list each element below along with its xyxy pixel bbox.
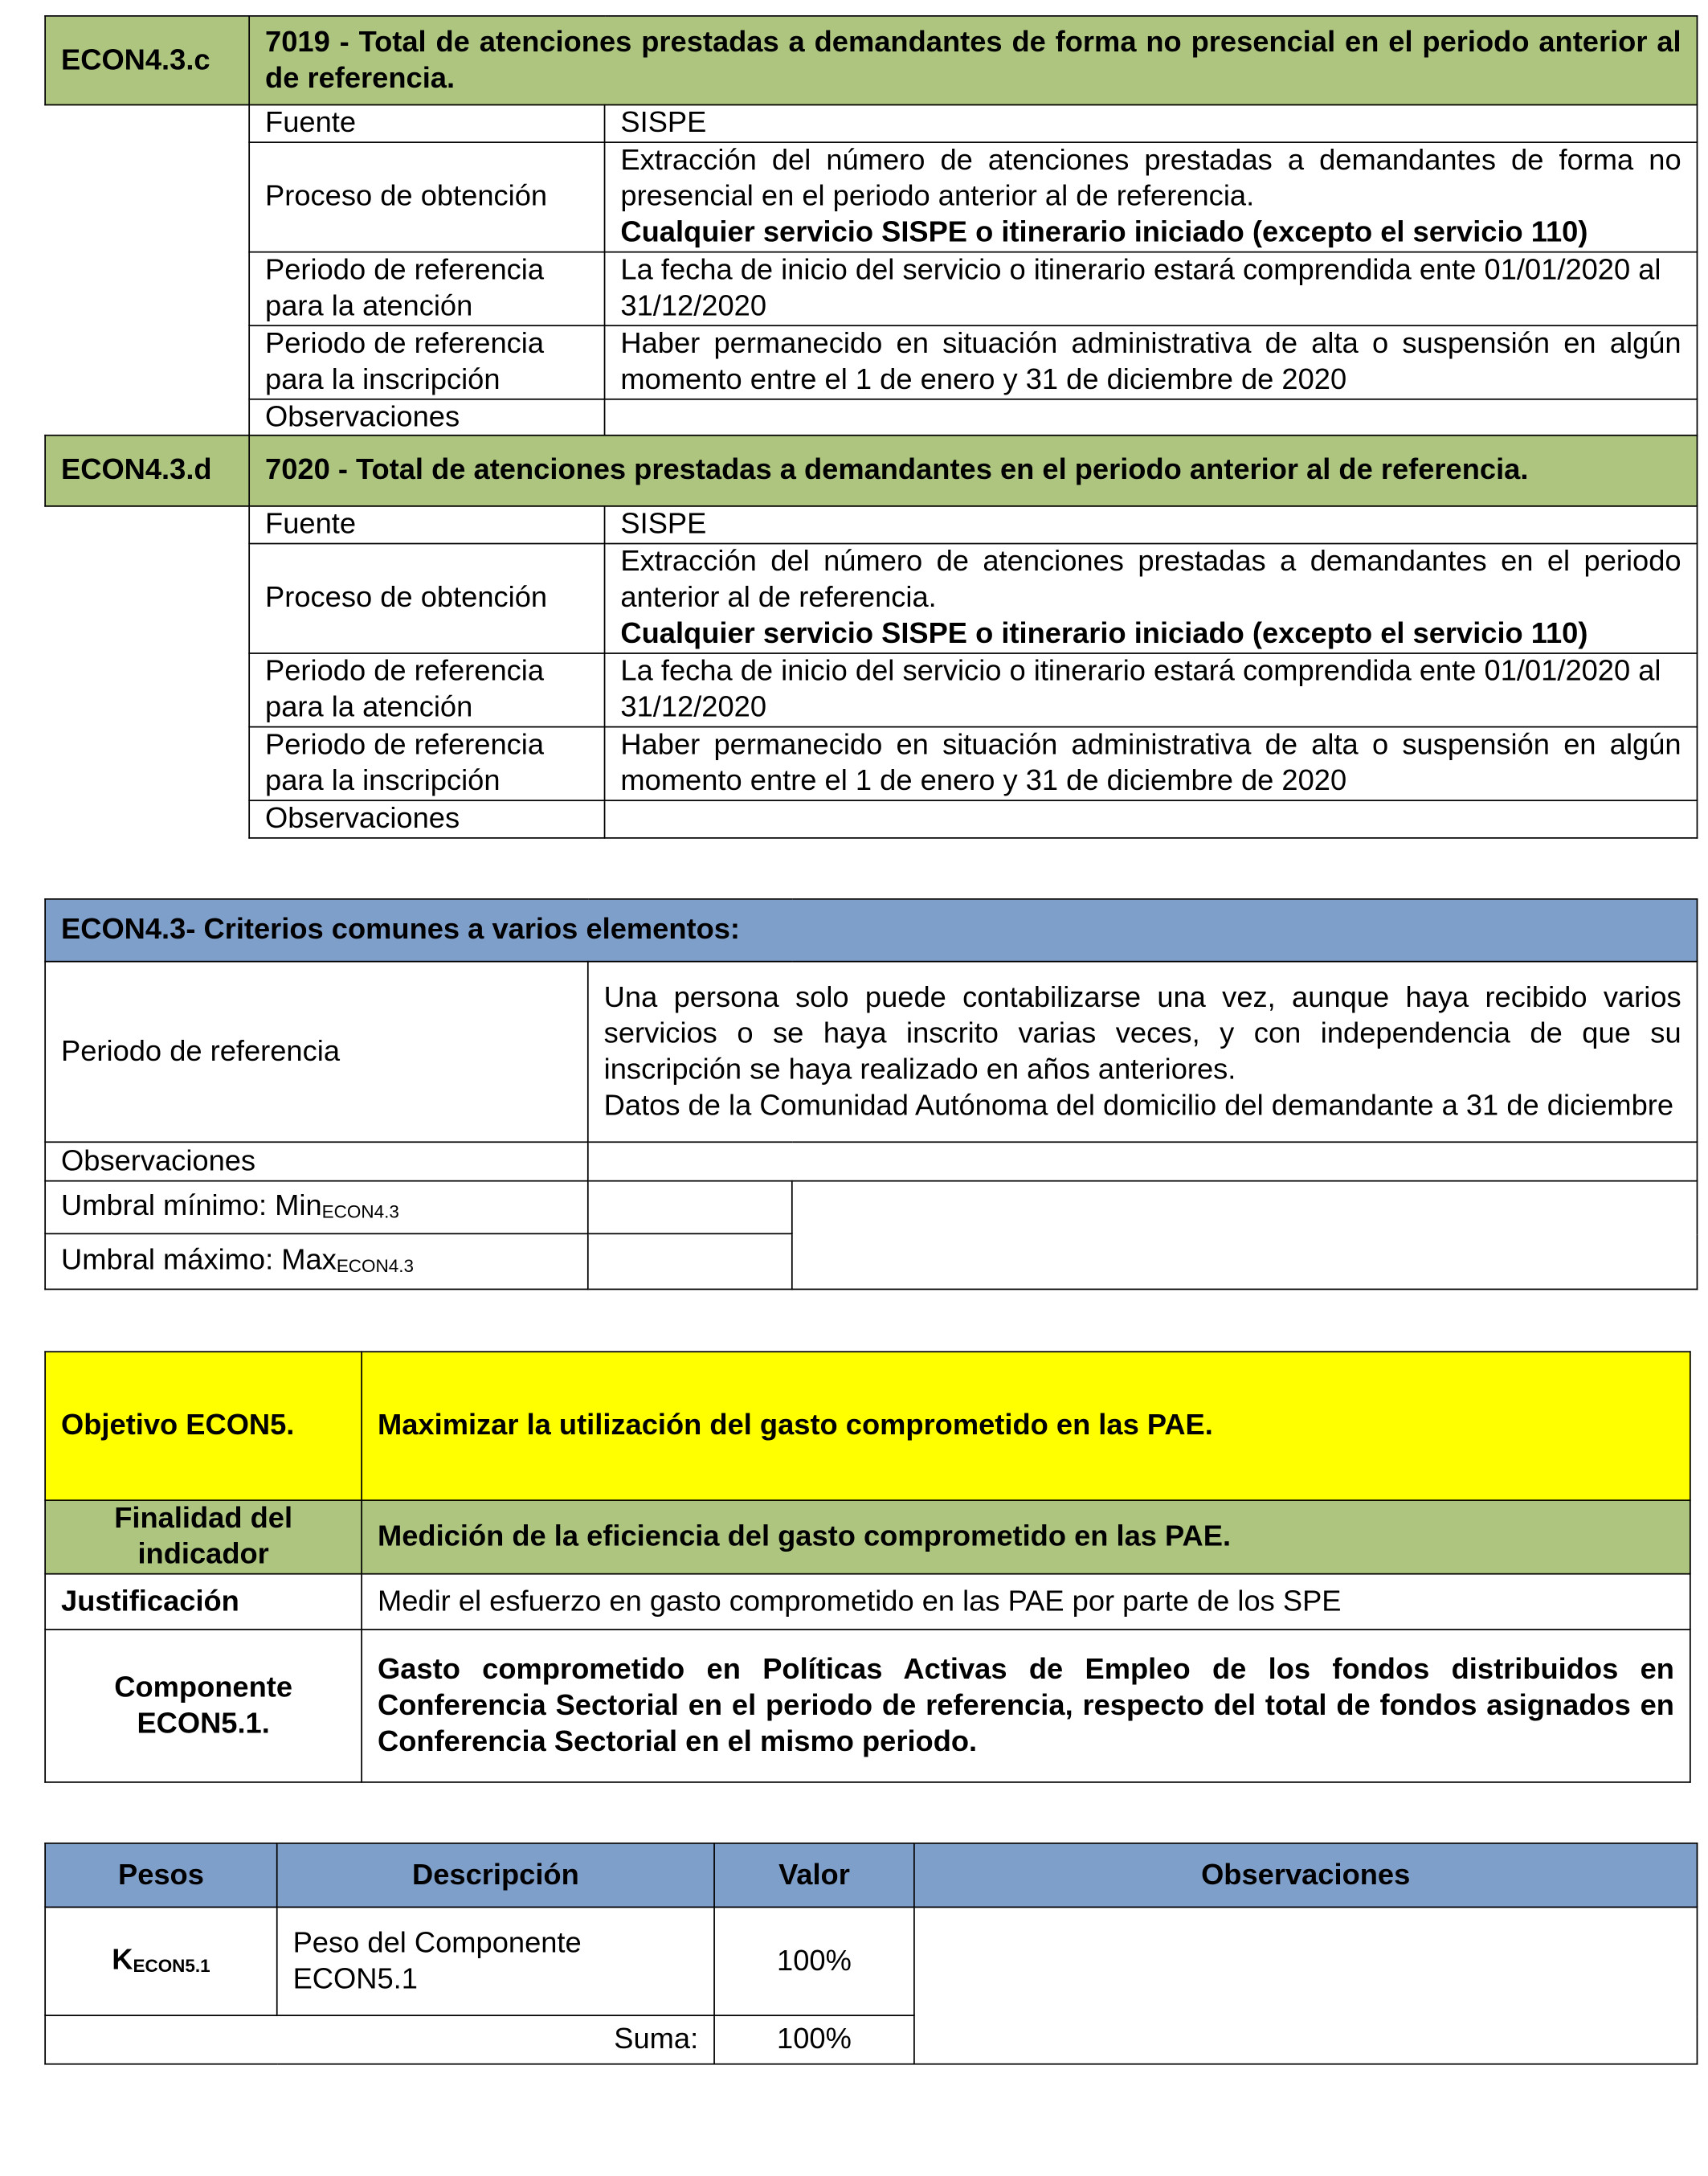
econ43d-fuente-label: Fuente: [249, 506, 604, 544]
econ43d-fuente-value: SISPE: [605, 506, 1698, 544]
econ43d-periodo-inscripcion-value: Haber permanecido en situación administrativa de alta o suspensión en algún momento entre el 1 de enero y 31 de diciembre de 2020: [605, 727, 1698, 801]
objetivo-value: Maximizar la utilización del gasto comprometido en las PAE.: [362, 1352, 1690, 1500]
econ43d-title: 7020 - Total de atenciones prestadas a demandantes en el periodo anterior al de referencia.: [249, 436, 1697, 506]
econ43c-periodo-inscripcion-label: Periodo de referencia para la inscripción: [249, 325, 604, 399]
econ43c-table: [44, 15, 1698, 437]
umbral-min-label-cell: [45, 1181, 588, 1234]
umbral-blank: [792, 1181, 1698, 1290]
econ43c-proceso-bold: Cualquier servicio SISPE o itinerario iniciado (excepto el servicio 110): [620, 216, 1588, 249]
econ43d-table: [44, 435, 1698, 839]
justificacion-value: Medir el esfuerzo en gasto comprometido en las PAE por parte de los SPE: [362, 1574, 1690, 1630]
justificacion-label: Justificación: [45, 1574, 362, 1630]
econ43d-periodo-atencion-value: La fecha de inicio del servicio o itinerario estará comprendida ente 01/01/2020 al 31/12/2020: [605, 653, 1698, 727]
pesos-suma-valor: 100%: [714, 2015, 914, 2064]
pesos-header-observaciones: Observaciones: [914, 1843, 1698, 1907]
umbral-min-value: [588, 1181, 792, 1234]
econ43d-observaciones-label: Observaciones: [249, 800, 604, 838]
econ43d-spacer: [45, 506, 249, 838]
econ43c-periodo-inscripcion-value: Haber permanecido en situación administrativa de alta o suspensión en algún momento entre el 1 de enero y 31 de diciembre de 2020: [605, 325, 1698, 399]
pesos-observaciones: [914, 1907, 1698, 2064]
econ43c-observaciones-label: Observaciones: [249, 399, 604, 437]
pesos-descripcion: Peso del Componente ECON5.1: [277, 1907, 714, 2015]
componente-value: Gasto comprometido en Políticas Activas de Empleo de los fondos distribuidos en Conferencia Sectorial en el periodo de referencia, respecto del total de fondos asignados en Conferencia Sectorial en el mismo periodo.: [362, 1630, 1690, 1782]
econ43c-proceso-value: Extracción del número de atenciones prestadas a demandantes de forma no presencial en el periodo anterior al de referencia.: [620, 144, 1681, 213]
pesos-table: [44, 1843, 1698, 2064]
econ43c-title: 7019 - Total de atenciones prestadas a demandantes de forma no presencial en el periodo anterior al de referencia.: [249, 16, 1697, 105]
criterios-periodo-value-1: Una persona solo puede contabilizarse una vez, aunque haya recibido varios servicios o se haya inscrito varias veces, y con independencia de que su inscripción se haya realizado en años anteriores.: [603, 980, 1681, 1086]
pesos-header-descripcion: Descripción: [277, 1843, 714, 1907]
econ43c-fuente-value: SISPE: [605, 104, 1698, 142]
umbral-min-label: Umbral mínimo: Min: [61, 1189, 322, 1221]
pesos-header-pesos: Pesos: [45, 1843, 277, 1907]
pesos-k-sub: ECON5.1: [133, 1954, 210, 1976]
criterios-table: [44, 898, 1698, 1290]
econ43c-periodo-atencion-value: La fecha de inicio del servicio o itinerario estará comprendida ente 01/01/2020 al 31/12/2020: [605, 252, 1698, 326]
criterios-observaciones-label: Observaciones: [45, 1142, 588, 1180]
econ43c-periodo-atencion-label: Periodo de referencia para la atención: [249, 252, 604, 326]
criterios-header: ECON4.3- Criterios comunes a varios elementos:: [45, 899, 1697, 962]
finalidad-value: Medición de la eficiencia del gasto comprometido en las PAE.: [362, 1500, 1690, 1574]
objetivo-table: [44, 1351, 1690, 1782]
objetivo-label: Objetivo ECON5.: [45, 1352, 362, 1500]
criterios-periodo-value-2: Datos de la Comunidad Autónoma del domicilio del demandante a 31 de diciembre: [603, 1089, 1674, 1122]
econ43d-proceso-bold: Cualquier servicio SISPE o itinerario iniciado (excepto el servicio 110): [620, 617, 1588, 650]
econ43d-code: ECON4.3.d: [45, 436, 249, 506]
econ43c-code: ECON4.3.c: [45, 16, 249, 105]
umbral-max-value: [588, 1233, 792, 1289]
econ43c-fuente-label: Fuente: [249, 104, 604, 142]
criterios-periodo-label: Periodo de referencia: [45, 962, 588, 1143]
umbral-max-label-cell: [45, 1233, 588, 1289]
econ43c-spacer: [45, 104, 249, 436]
pesos-k-label: K: [112, 1943, 133, 1976]
umbral-min-sub: ECON4.3: [321, 1200, 399, 1221]
pesos-header-valor: Valor: [714, 1843, 914, 1907]
componente-label: Componente ECON5.1.: [45, 1630, 362, 1782]
econ43c-proceso-label: Proceso de obtención: [249, 142, 604, 252]
pesos-valor: 100%: [714, 1907, 914, 2015]
econ43d-observaciones-value: [605, 800, 1698, 838]
econ43d-proceso-value: Extracción del número de atenciones prestadas a demandantes en el periodo anterior al de referencia.: [620, 546, 1681, 614]
criterios-observaciones-value: [588, 1142, 1698, 1180]
econ43d-proceso-cell: [605, 544, 1698, 654]
criterios-periodo-cell: [588, 962, 1698, 1143]
finalidad-label: Finalidad del indicador: [45, 1500, 362, 1574]
econ43c-proceso-cell: [605, 142, 1698, 252]
umbral-max-sub: ECON4.3: [336, 1254, 414, 1276]
pesos-k-cell: [45, 1907, 277, 2015]
econ43d-proceso-label: Proceso de obtención: [249, 544, 604, 654]
pesos-suma-label: Suma:: [45, 2015, 714, 2064]
econ43d-periodo-inscripcion-label: Periodo de referencia para la inscripción: [249, 727, 604, 801]
econ43d-periodo-atencion-label: Periodo de referencia para la atención: [249, 653, 604, 727]
econ43c-observaciones-value: [605, 399, 1698, 437]
umbral-max-label: Umbral máximo: Max: [61, 1243, 337, 1276]
